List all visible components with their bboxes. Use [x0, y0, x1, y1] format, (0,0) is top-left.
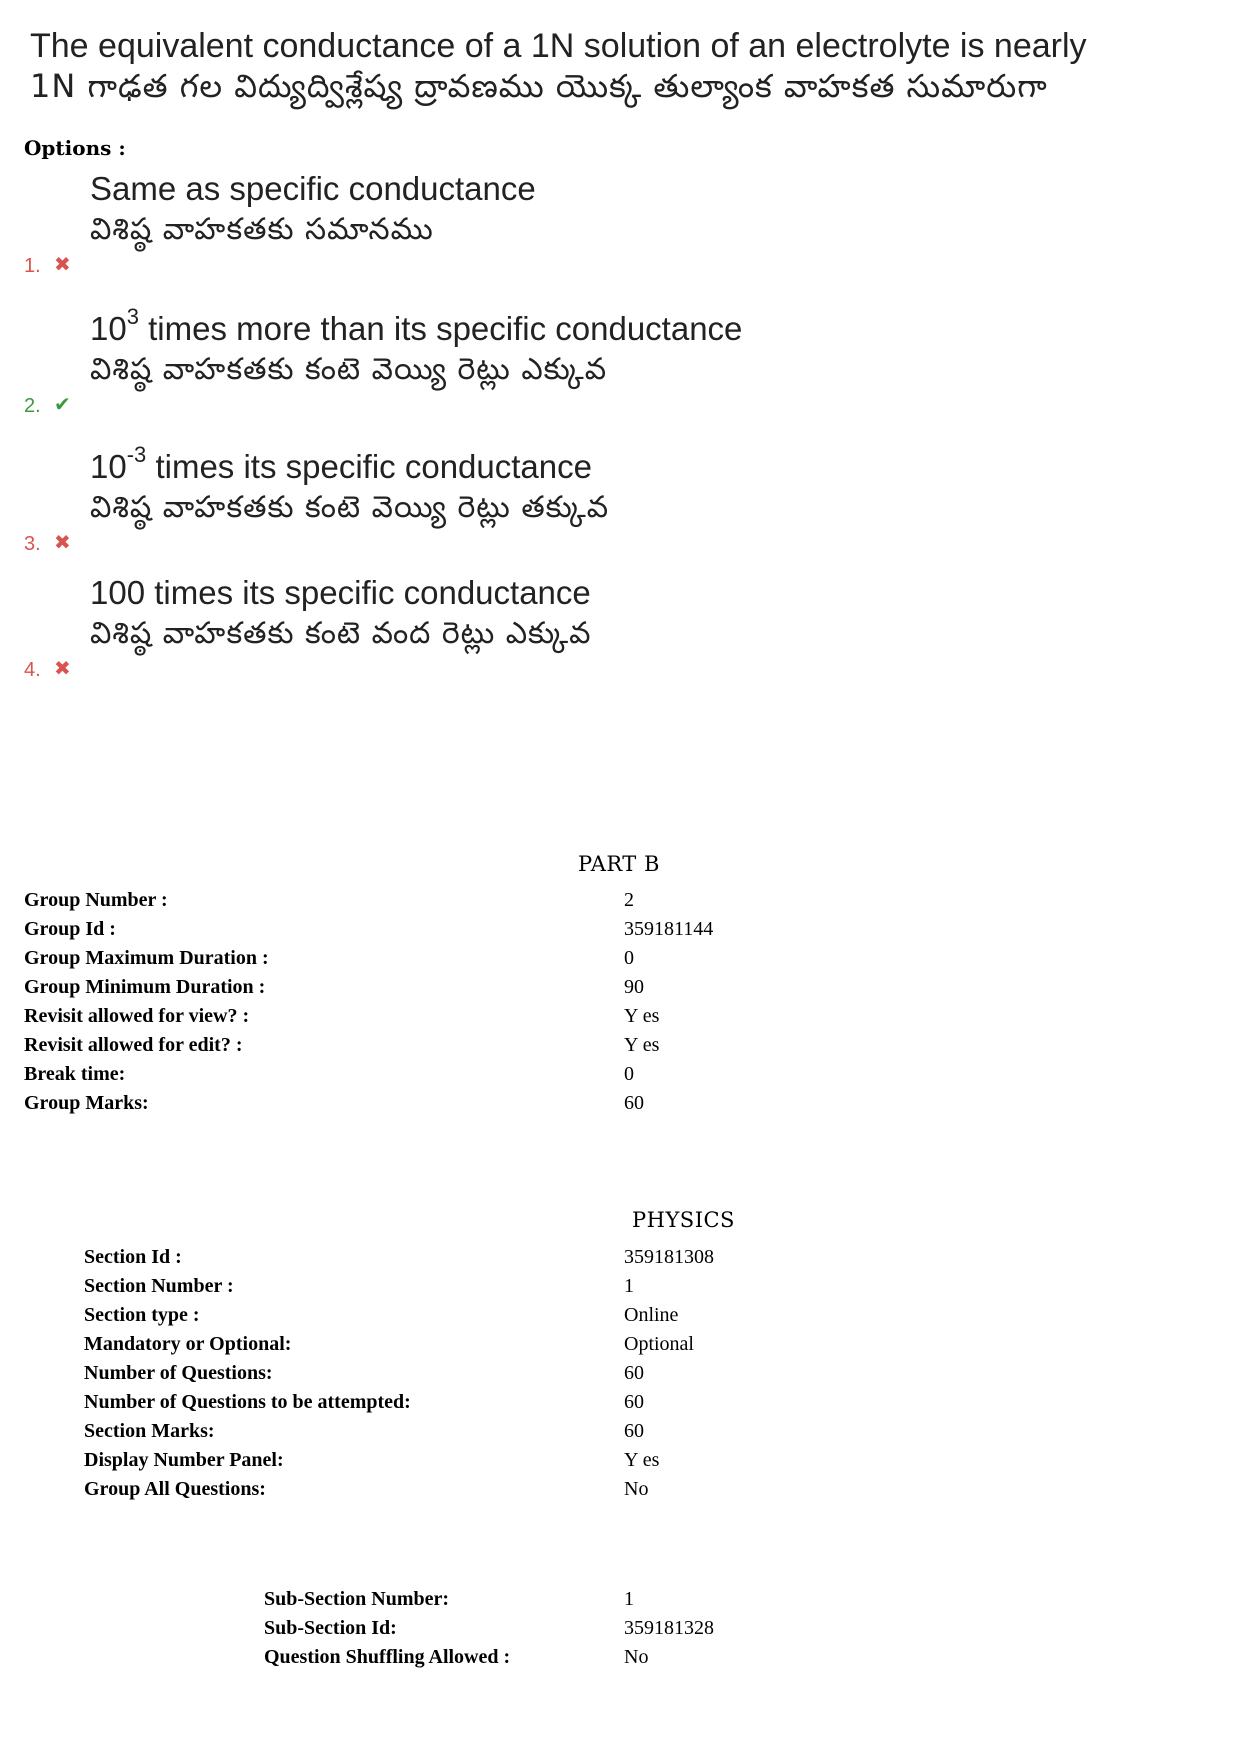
info-row: Number of Questions to be attempted: 60 — [84, 1391, 644, 1413]
info-row: Break time: 0 — [24, 1063, 634, 1085]
option-text-telugu: విశిష్ఠ వాహకతకు సమానము — [90, 212, 434, 247]
option-number: 1. — [24, 255, 41, 277]
subsection-info-table — [264, 1585, 1164, 1672]
info-row: Section Id : 359181308 — [84, 1246, 714, 1268]
option-text-english: $10^{-3}$ times its specific conductance — [90, 442, 592, 485]
info-row: Section type : Online — [84, 1304, 679, 1326]
info-row: Group Number : 2 — [24, 889, 634, 911]
question-image — [30, 26, 1130, 106]
option-number: 4. — [24, 659, 41, 681]
info-row: Group Maximum Duration : 0 — [24, 947, 634, 969]
info-row: Group Marks: 60 — [24, 1092, 644, 1114]
cross-icon: ✖ — [54, 530, 71, 554]
option-3 — [24, 442, 1024, 556]
group-info-table — [24, 886, 1024, 1118]
option-text-telugu: విశిష్ఠ వాహకతకు కంటె వెయ్యి రెట్లు ఎక్కువ — [90, 352, 608, 387]
option-4 — [24, 572, 1024, 682]
info-row: Sub-Section Number: 1 — [264, 1588, 634, 1610]
info-row: Revisit allowed for view? : Y es — [24, 1005, 660, 1027]
check-icon: ✔ — [54, 392, 71, 416]
option-text-english: 100 times its specific conductance — [90, 574, 591, 611]
option-text-telugu: విశిష్ఠ వాహకతకు కంటె వంద రెట్లు ఎక్కువ — [90, 616, 592, 651]
section-info-table — [84, 1243, 1084, 1504]
option-text-english: Same as specific conductance — [90, 170, 536, 207]
info-row: Section Number : 1 — [84, 1275, 634, 1297]
info-row: Sub-Section Id: 359181328 — [264, 1617, 714, 1639]
info-row: Question Shuffling Allowed : No — [264, 1646, 649, 1668]
info-row: Section Marks: 60 — [84, 1420, 644, 1442]
options-label: Options : — [24, 136, 126, 160]
info-row: Group All Questions: No — [84, 1478, 649, 1500]
section-title: PHYSICS — [632, 1208, 735, 1232]
info-row: Display Number Panel: Y es — [84, 1449, 660, 1471]
question-text-english: The equivalent conductance of a 1N solution of an electrolyte is nearly — [30, 27, 1087, 65]
info-row: Number of Questions: 60 — [84, 1362, 644, 1384]
part-title: PART B — [578, 852, 660, 876]
info-row: Revisit allowed for edit? : Y es — [24, 1034, 660, 1056]
option-text-telugu: విశిష్ఠ వాహకతకు కంటె వెయ్యి రెట్లు తక్కువ — [90, 490, 610, 525]
question-text-telugu: 1N గాఢత గల విద్యుద్విశ్లేష్య ద్రావణము యొక్క తుల్యాంక వాహకత సుమారుగా — [30, 67, 1048, 105]
option-text-english: $10^3$ times more than its specific conductance — [90, 304, 743, 347]
option-number: 3. — [24, 533, 41, 555]
info-row: Group Minimum Duration : 90 — [24, 976, 644, 998]
info-row: Group Id : 359181144 — [24, 918, 714, 940]
info-row: Mandatory or Optional: Optional — [84, 1333, 694, 1355]
cross-icon: ✖ — [54, 252, 71, 276]
option-number: 2. — [24, 395, 41, 417]
cross-icon: ✖ — [54, 656, 71, 680]
option-2 — [24, 304, 1024, 418]
option-1 — [24, 168, 1024, 278]
